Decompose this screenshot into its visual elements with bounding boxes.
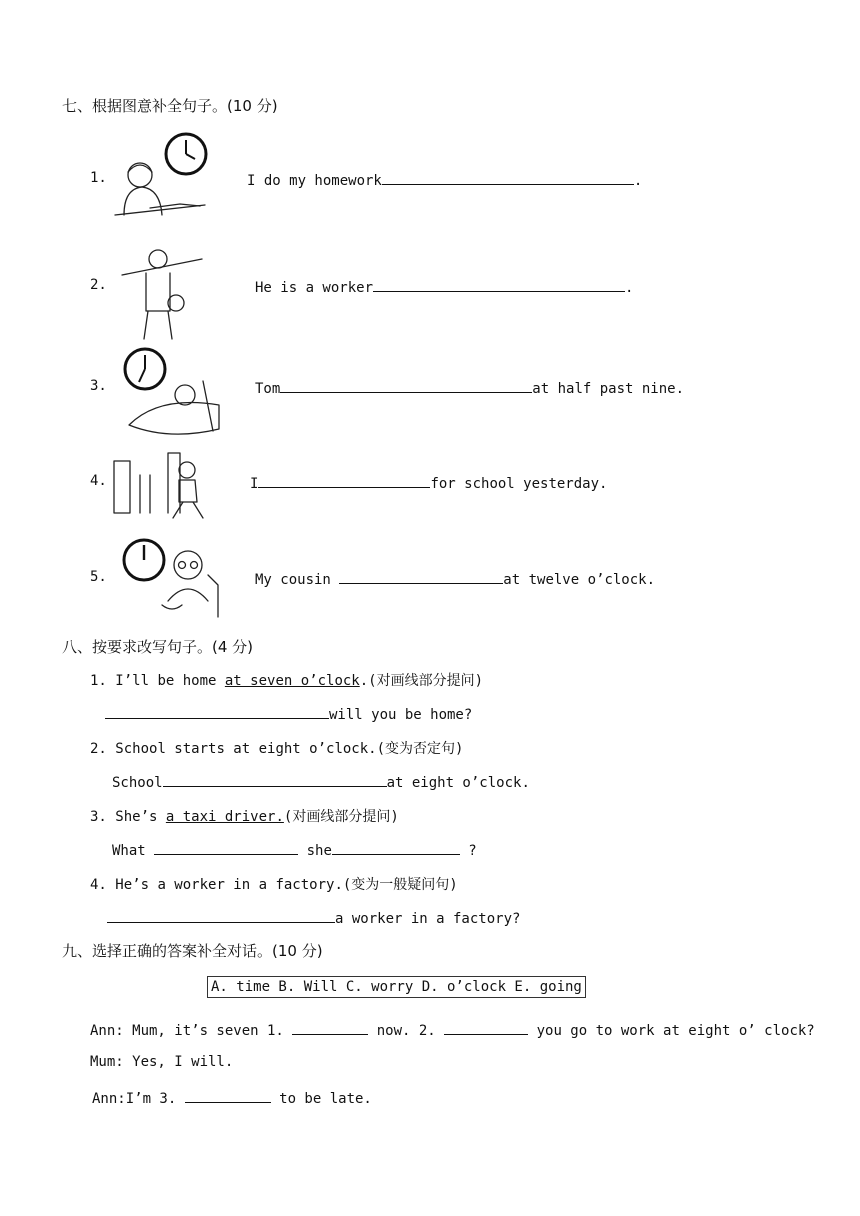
dialogue-line-2: Mum: Yes, I will. <box>90 1054 234 1070</box>
item-1-prefix: I do my homework <box>247 173 382 189</box>
section-8-heading: 八、按要求改写句子。(4 分) <box>62 638 254 656</box>
rewrite-q2 <box>90 738 463 758</box>
rewrite-q1 <box>90 670 483 690</box>
item-4-number: 4. <box>90 473 107 489</box>
dialogue-line-3 <box>92 1088 372 1107</box>
rewrite-q1-answer-suffix: will you be home? <box>329 707 473 723</box>
item-3-number: 3. <box>90 378 107 394</box>
dialogue-blank-1[interactable] <box>292 1020 368 1035</box>
dialogue-line-1 <box>90 1020 815 1039</box>
dialogue-line-3-a: Ann:I’m 3. <box>92 1091 185 1107</box>
rewrite-q4-blank[interactable] <box>107 908 335 923</box>
rewrite-q2-blank[interactable] <box>163 772 387 787</box>
rewrite-q2-answer-prefix: School <box>112 775 163 791</box>
rewrite-q3-after: (对画线部分提问) <box>283 809 399 825</box>
item-2-blank[interactable] <box>373 277 625 292</box>
dialogue-line-3-b: to be late. <box>270 1091 372 1107</box>
rewrite-q3 <box>90 806 399 826</box>
dialogue-line-1-b: now. 2. <box>368 1023 445 1039</box>
rewrite-q1-after: .(对画线部分提问) <box>359 673 484 689</box>
item-2-sentence <box>255 277 633 296</box>
item-2-number: 2. <box>90 277 107 293</box>
item-5-prefix: My cousin <box>255 572 340 588</box>
word-box: A. time B. Will C. worry D. o’clock E. going <box>207 976 586 998</box>
rewrite-q4 <box>90 874 458 894</box>
rewrite-q2-answer <box>112 772 530 791</box>
rewrite-q3-answer-middle: she <box>298 843 332 859</box>
rewrite-q3-answer <box>112 840 477 859</box>
rewrite-q1-blank[interactable] <box>105 704 329 719</box>
dialogue-blank-2[interactable] <box>444 1020 528 1035</box>
eating-boy-icon <box>140 545 225 620</box>
item-5-blank[interactable] <box>339 569 503 584</box>
item-3-prefix: Tom <box>255 381 281 397</box>
item-2-suffix: . <box>625 280 634 296</box>
rewrite-q4-answer <box>107 908 520 927</box>
rewrite-q1-underlined: at seven o’clock <box>224 673 360 689</box>
sleeping-icon <box>125 375 230 440</box>
rewrite-q3-answer-prefix: What <box>112 843 155 859</box>
dialogue-line-1-c: you go to work at eight o’ clock? <box>528 1023 815 1039</box>
item-4-blank[interactable] <box>258 473 430 488</box>
rewrite-q3-number: 3. <box>90 809 107 825</box>
item-5-number: 5. <box>90 569 107 585</box>
clock-icon <box>163 131 209 177</box>
item-4-sentence <box>250 473 607 492</box>
dialogue-blank-3[interactable] <box>185 1088 271 1103</box>
item-1-number: 1. <box>90 170 107 186</box>
rewrite-q4-answer-suffix: a worker in a factory? <box>335 911 521 927</box>
rewrite-q1-answer <box>105 704 472 723</box>
item-2-prefix: He is a worker <box>255 280 374 296</box>
rewrite-q1-before: I’ll be home <box>115 673 225 689</box>
item-5-sentence <box>255 569 655 588</box>
item-4-suffix: for school yesterday. <box>430 476 608 492</box>
item-3-suffix: at half past nine. <box>532 381 685 397</box>
item-4-prefix: I <box>250 476 259 492</box>
walking-boy-icon <box>165 460 210 520</box>
section-9-heading: 九、选择正确的答案补全对话。(10 分) <box>62 942 323 960</box>
worker-icon <box>118 245 213 340</box>
item-1-suffix: . <box>633 173 643 189</box>
rewrite-q3-before: She’s <box>115 809 166 825</box>
rewrite-q3-answer-suffix: ? <box>459 843 477 859</box>
item-1-blank[interactable] <box>382 170 634 185</box>
rewrite-q3-blank-2[interactable] <box>332 840 460 855</box>
rewrite-q2-answer-suffix: at eight o’clock. <box>386 775 530 791</box>
rewrite-q4-text: He’s a worker in a factory.(变为一般疑问句) <box>115 877 458 893</box>
item-5-suffix: at twelve o’clock. <box>503 572 656 588</box>
rewrite-q3-blank-1[interactable] <box>154 840 298 855</box>
dialogue-line-1-a: Ann: Mum, it’s seven 1. <box>90 1023 293 1039</box>
rewrite-q3-underlined: a taxi driver. <box>165 809 284 825</box>
item-1-sentence <box>247 170 642 189</box>
rewrite-q1-number: 1. <box>90 673 107 689</box>
rewrite-q2-number: 2. <box>90 741 107 757</box>
item-3-blank[interactable] <box>280 378 532 393</box>
rewrite-q2-text: School starts at eight o’clock.(变为否定句) <box>115 741 464 757</box>
item-3-sentence <box>255 378 684 397</box>
section-7-heading: 七、根据图意补全句子。(10 分) <box>62 97 278 115</box>
rewrite-q4-number: 4. <box>90 877 107 893</box>
